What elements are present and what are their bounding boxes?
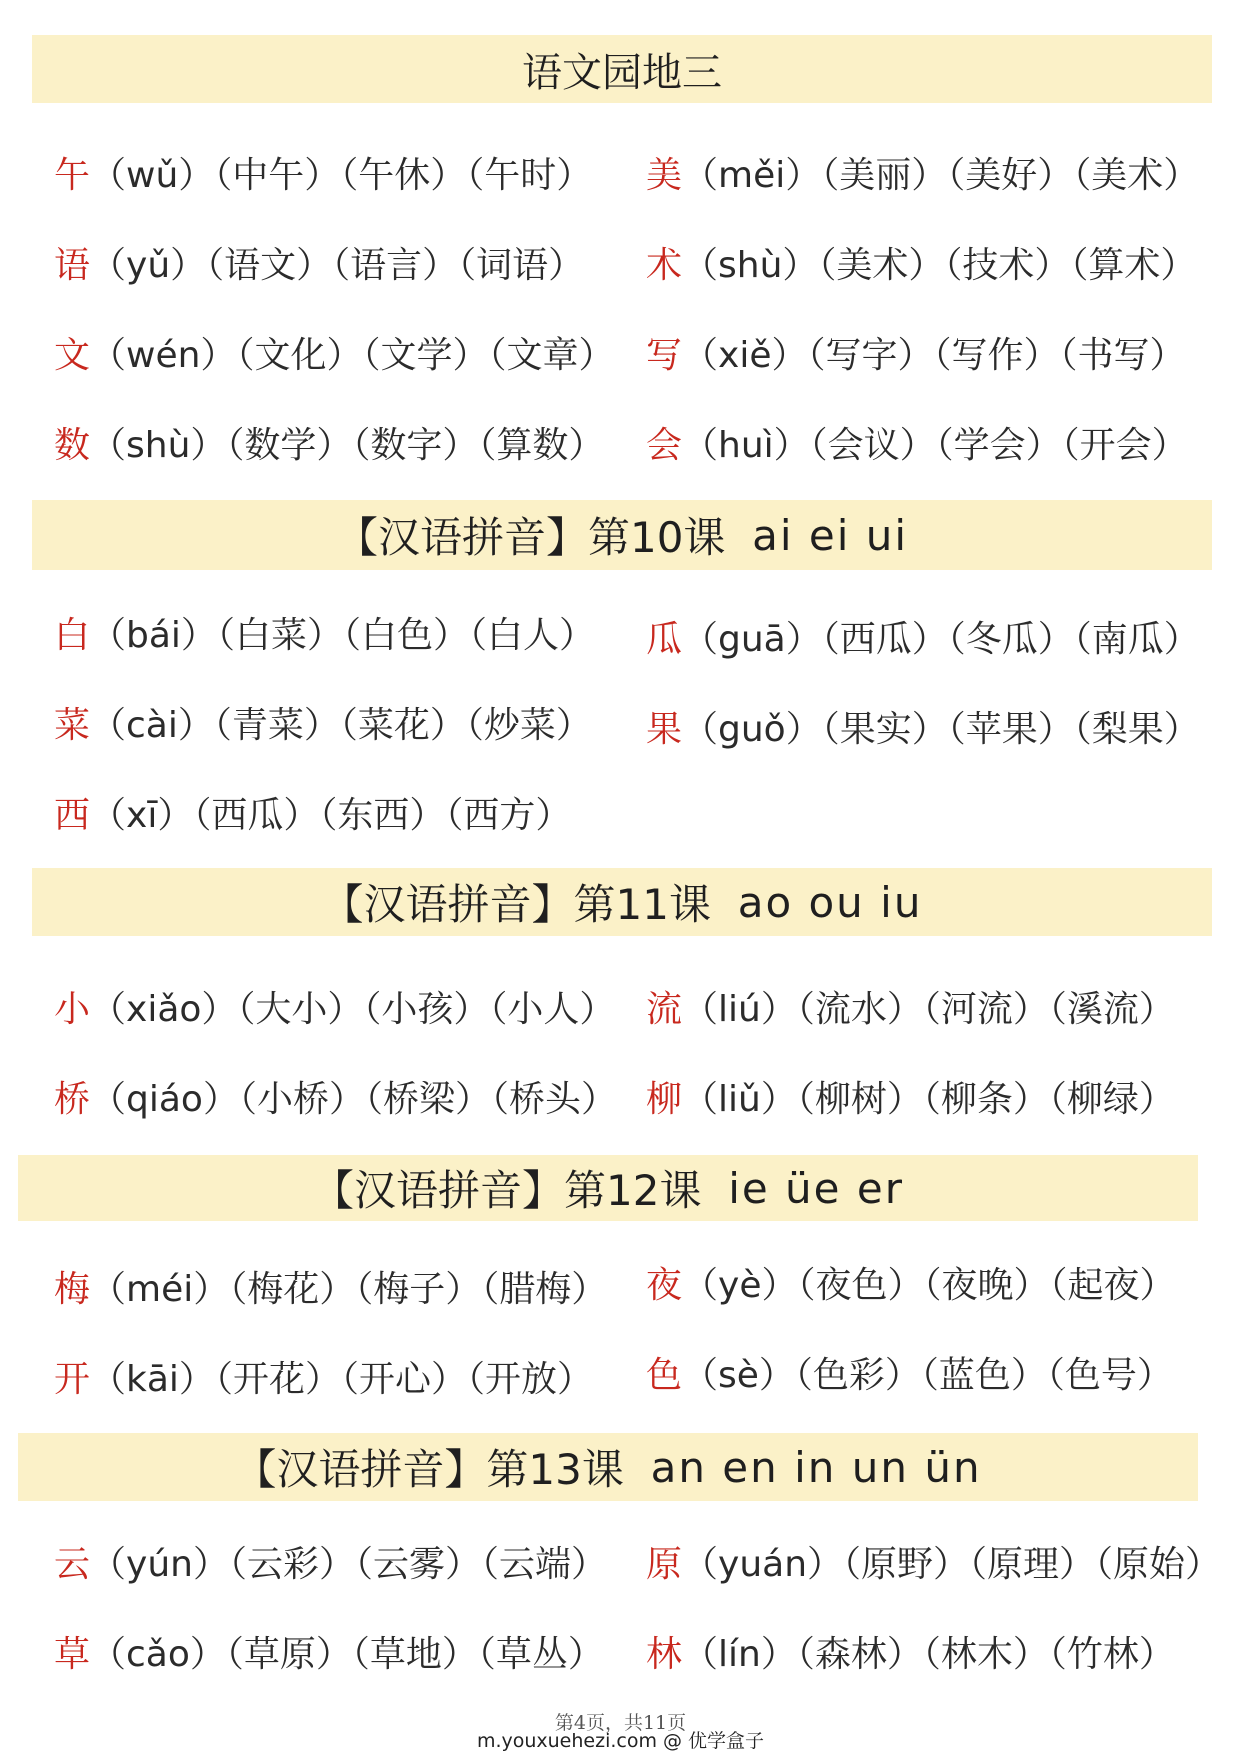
vocab-char: 云 xyxy=(54,1544,91,1585)
vocab-entry xyxy=(54,704,592,748)
vocab-char: 术 xyxy=(646,245,683,286)
vocab-words: （森林）（林木）（竹林） xyxy=(796,1634,1175,1675)
vocab-entry xyxy=(646,618,1200,662)
vocab-words: （云彩）（云雾）（云端） xyxy=(228,1544,607,1585)
vocab-entry xyxy=(54,424,604,468)
vocab-words: （文化）（文学）（文章） xyxy=(236,335,615,376)
vocab-char: 会 xyxy=(646,425,683,466)
vocab-char: 梅 xyxy=(54,1269,91,1310)
vocab-char: 菜 xyxy=(54,705,91,746)
vocab-entry xyxy=(646,1354,1173,1398)
vocab-char: 草 xyxy=(54,1634,91,1675)
vocab-entry xyxy=(54,1633,604,1677)
vocab-words: （数学）（数字）（算数） xyxy=(226,425,605,466)
lesson-title-banner xyxy=(18,1155,1198,1221)
vocab-pinyin: （bái） xyxy=(90,615,217,656)
vocab-entry xyxy=(646,154,1199,198)
vocab-words: （夜色）（夜晚）（起夜） xyxy=(797,1265,1176,1306)
vocab-char: 色 xyxy=(646,1355,683,1396)
page-number: 第4页，共11页 xyxy=(554,1712,687,1734)
vocab-pinyin: （guā） xyxy=(682,619,822,660)
vocab-pinyin: （xī） xyxy=(90,795,194,836)
vocab-pinyin: （wǔ） xyxy=(90,155,215,196)
vocab-pinyin: （wén） xyxy=(90,335,237,376)
vocab-words: （果实）（苹果）（梨果） xyxy=(821,709,1200,750)
lesson-title-banner xyxy=(18,1433,1198,1501)
lesson-title: 【汉语拼音】第12课 xyxy=(312,1166,702,1215)
vocab-entry xyxy=(646,988,1175,1032)
vocab-pinyin: （shù） xyxy=(90,425,227,466)
vocab-char: 西 xyxy=(54,795,91,836)
vocab-words: （大小）（小孩）（小人） xyxy=(237,989,616,1030)
vocab-pinyin: （yè） xyxy=(682,1265,798,1306)
vocab-entry xyxy=(646,424,1188,468)
lesson-title-banner xyxy=(32,868,1212,936)
vocab-char: 夜 xyxy=(646,1265,683,1306)
vocab-pinyin: （kāi） xyxy=(90,1359,215,1400)
vocab-entry xyxy=(54,1358,593,1402)
vocab-pinyin: （liú） xyxy=(682,989,797,1030)
vocab-pinyin: （guǒ） xyxy=(682,709,822,750)
lesson-title: 【汉语拼音】第10课 xyxy=(335,513,726,562)
vocab-char: 小 xyxy=(54,989,91,1030)
vocab-char: 语 xyxy=(54,245,91,286)
vocab-entry xyxy=(54,988,615,1032)
section-title-banner xyxy=(32,35,1212,103)
lesson-title-banner xyxy=(32,500,1212,570)
vocab-pinyin: （sè） xyxy=(682,1355,795,1396)
vocab-words: （西瓜）（东西）（西方） xyxy=(193,795,572,836)
vocab-pinyin: （xiě） xyxy=(682,335,808,376)
vocab-entry xyxy=(646,334,1186,378)
vocab-pinyin: （qiáo） xyxy=(90,1079,239,1120)
vocab-char: 林 xyxy=(646,1634,683,1675)
site-watermark: m.youxuehezi.com @ 优学盒子 xyxy=(476,1730,765,1752)
vocab-char: 白 xyxy=(54,615,91,656)
vocab-pinyin: （cài） xyxy=(90,705,214,746)
lesson-title: 【汉语拼音】第13课 xyxy=(234,1445,624,1494)
vocab-char: 原 xyxy=(646,1544,683,1585)
vocab-char: 文 xyxy=(54,335,91,376)
section-title: 语文园地三 xyxy=(522,49,722,96)
vocab-words: （流水）（河流）（溪流） xyxy=(796,989,1175,1030)
vocab-words: （开花）（开心）（开放） xyxy=(214,1359,593,1400)
lesson-title: 【汉语拼音】第11课 xyxy=(321,880,711,929)
vocab-entry xyxy=(54,244,584,288)
vocab-pinyin: （yuán） xyxy=(682,1544,844,1585)
vocab-pinyin: （huì） xyxy=(682,425,810,466)
vocab-entry xyxy=(54,1078,617,1122)
vocab-words: （梅花）（梅子）（腊梅） xyxy=(229,1269,608,1310)
vocab-words: （色彩）（蓝色）（色号） xyxy=(794,1355,1173,1396)
vocab-char: 美 xyxy=(646,155,683,196)
vocab-entry xyxy=(54,334,614,378)
vocab-char: 流 xyxy=(646,989,683,1030)
vocab-entry xyxy=(646,1078,1175,1122)
vocab-words: （美丽）（美好）（美术） xyxy=(821,155,1200,196)
vocab-pinyin: （liǔ） xyxy=(682,1079,797,1120)
vocab-entry xyxy=(646,708,1200,752)
vocab-words: （原野）（原理）（原始） xyxy=(843,1544,1222,1585)
vocab-char: 数 xyxy=(54,425,91,466)
vocab-pinyin: （yǔ） xyxy=(90,245,207,286)
vocab-pinyin: （xiǎo） xyxy=(90,989,238,1030)
vocab-words: （小桥）（桥梁）（桥头） xyxy=(238,1079,617,1120)
vocab-words: （青菜）（菜花）（炒菜） xyxy=(213,705,592,746)
vocab-entry xyxy=(54,1543,607,1587)
vocab-entry xyxy=(54,1268,607,1312)
vocab-entry xyxy=(646,1543,1221,1587)
lesson-pinyin: ie üe er xyxy=(728,1163,904,1213)
vocab-words: （中午）（午休）（午时） xyxy=(214,155,593,196)
vocab-words: （写字）（写作）（书写） xyxy=(807,335,1186,376)
vocab-words: （语文）（语言）（词语） xyxy=(206,245,585,286)
vocab-char: 果 xyxy=(646,709,683,750)
vocab-pinyin: （méi） xyxy=(90,1269,230,1310)
vocab-char: 桥 xyxy=(54,1079,91,1120)
vocab-char: 写 xyxy=(646,335,683,376)
vocab-char: 开 xyxy=(54,1359,91,1400)
vocab-words: （白菜）（白色）（白人） xyxy=(216,615,595,656)
vocab-entry xyxy=(54,614,595,658)
vocab-entry xyxy=(54,154,592,198)
vocab-words: （美术）（技术）（算术） xyxy=(818,245,1197,286)
vocab-entry xyxy=(54,794,571,838)
lesson-pinyin: an en in un ün xyxy=(650,1442,982,1492)
vocab-char: 午 xyxy=(54,155,91,196)
vocab-pinyin: （yún） xyxy=(90,1544,229,1585)
vocab-pinyin: （cǎo） xyxy=(90,1634,226,1675)
vocab-pinyin: （lín） xyxy=(682,1634,797,1675)
lesson-pinyin: ai ei ui xyxy=(752,510,909,560)
vocab-entry xyxy=(646,1264,1176,1308)
lesson-pinyin: ao ou iu xyxy=(737,877,923,927)
vocab-words: （西瓜）（冬瓜）（南瓜） xyxy=(821,619,1200,660)
vocab-words: （会议）（学会）（开会） xyxy=(809,425,1188,466)
vocab-char: 瓜 xyxy=(646,619,683,660)
vocab-char: 柳 xyxy=(646,1079,683,1120)
vocab-pinyin: （shù） xyxy=(682,245,819,286)
vocab-words: （柳树）（柳条）（柳绿） xyxy=(796,1079,1175,1120)
vocab-pinyin: （měi） xyxy=(682,155,822,196)
vocab-words: （草原）（草地）（草丛） xyxy=(225,1634,604,1675)
vocab-entry xyxy=(646,1633,1175,1677)
vocab-entry xyxy=(646,244,1196,288)
